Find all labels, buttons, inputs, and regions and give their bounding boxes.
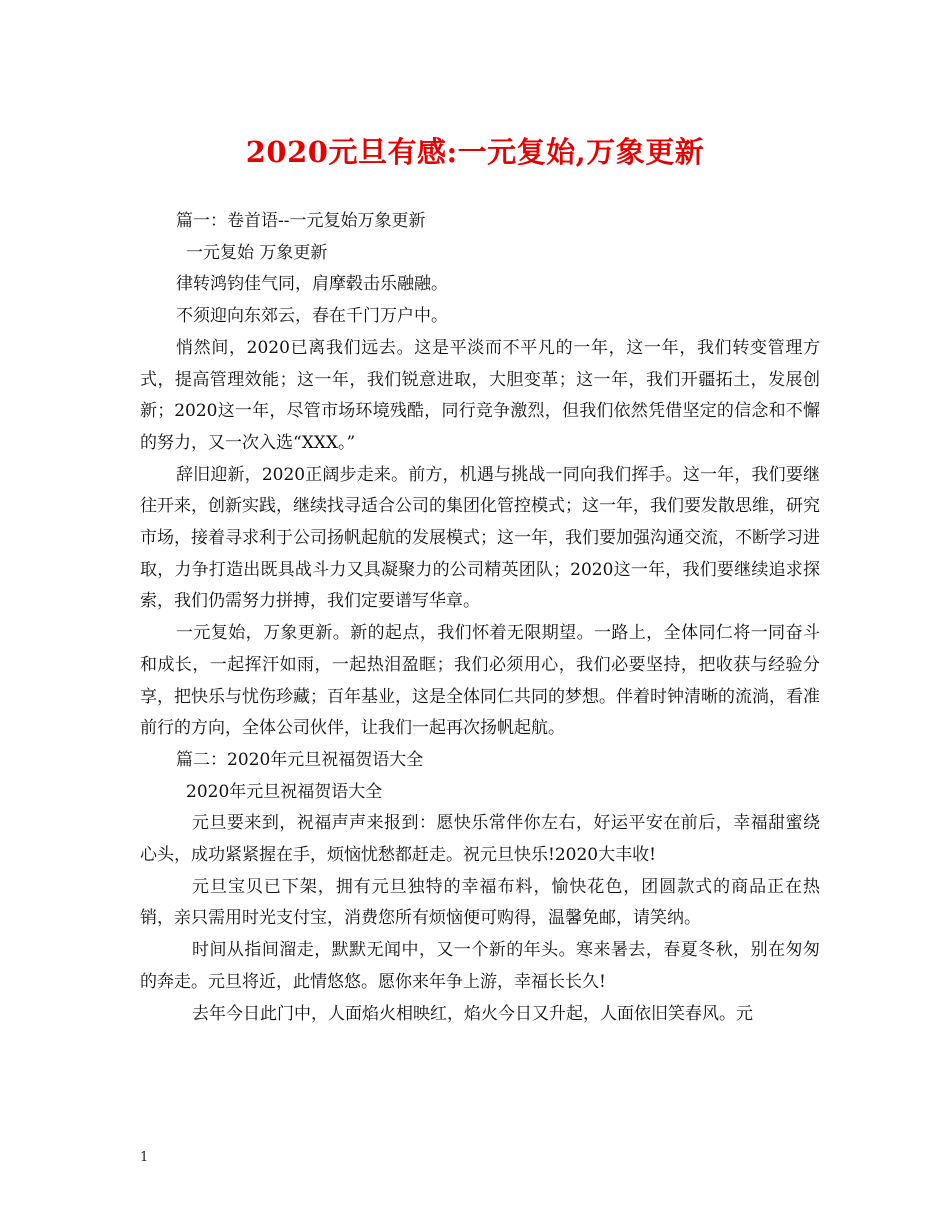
document-title: 2020元旦有感:一元复始,万象更新 (245, 135, 705, 169)
section-heading: 篇一：卷首语--一元复始万象更新 (176, 211, 426, 231)
body-paragraph: 元旦要来到，祝福声声来报到：愿快乐常伴你左右，好运平安在前后，幸福甜蜜绕心头，成功紧紧握在手，烦恼忧愁都赶走。祝元旦快乐!2020大丰收! (140, 813, 820, 866)
subheading: 2020年元旦祝福贺语大全 (186, 781, 383, 802)
body-paragraph: 去年今日此门中，人面焰火相映红，焰火今日又升起，人面依旧笑春风。元 (192, 1003, 753, 1024)
body-paragraph: 时间从指间溜走，默默无闻中，又一个新的年头。寒来暑去，春夏冬秋，别在匆匆的奔走。元旦将近，此情悠悠。愿你来年争上游，幸福长长久! (140, 940, 820, 992)
body-paragraph: 辞旧迎新，2020正阔步走来。前方，机遇与挑战一同向我们挥手。这一年，我们要继往开来，创新实践，继续找寻适合公司的集团化管控模式；这一年，我们要发散思维，研究市场，接着寻求利于公司扬帆起航的发展模式；这一年，我们要加强沟通交流，不断学习进取，力争打造出既具战斗力又具凝聚力的公司精英团队；2020这一年，我们要继续追求探索，我们仍需努力拼搏，我们定要谱写华章。 (140, 464, 820, 612)
poem-line: 律转鸿钧佳气同，肩摩毂击乐融融。 (176, 274, 448, 295)
document-body (140, 206, 820, 1030)
page-number: 1 (140, 1150, 149, 1165)
body-paragraph: 一元复始，万象更新。新的起点，我们怀着无限期望。一路上，全体同仁将一同奋斗和成长，一起挥汗如雨，一起热泪盈眶；我们必须用心，我们必要坚持，把收获与经验分享，把快乐与忧伤珍藏；百年基业，这是全体同仁共同的梦想。伴着时钟清晰的流淌，看准前行的方向，全体公司伙伴，让我们一起再次扬帆起航。 (140, 623, 820, 739)
body-paragraph: 元旦宝贝已下架，拥有元旦独特的幸福布料，愉快花色，团圆款式的商品正在热销，亲只需用时光支付宝，消费您所有烦恼便可购得，温馨免邮，请笑纳。 (140, 876, 820, 929)
section-heading: 篇二：2020年元旦祝福贺语大全 (176, 749, 424, 770)
poem-line: 不须迎向东郊云，春在千门万户中。 (176, 306, 448, 327)
body-paragraph: 悄然间，2020已离我们远去。这是平淡而不平凡的一年，这一年，我们转变管理方式，提高管理效能；这一年，我们锐意进取，大胆变革；这一年，我们开疆拓土，发展创新；2020这一年，尽管市场环境残酷，同行竞争激烈，但我们依然凭借坚定的信念和不懈的努力，又一次入选“XXX。” (140, 337, 820, 453)
subheading: 一元复始 万象更新 (186, 242, 328, 263)
